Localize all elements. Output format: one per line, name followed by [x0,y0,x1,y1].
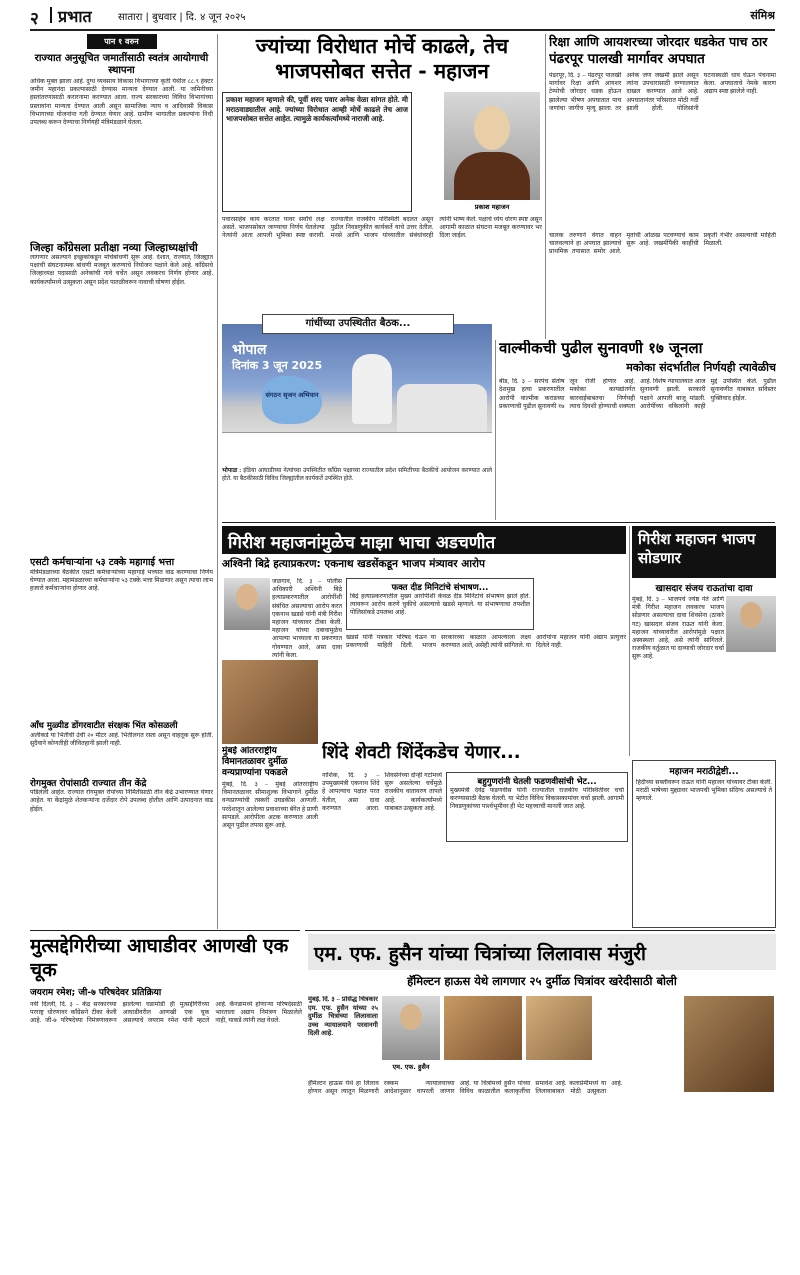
raut-portrait [726,596,776,652]
board-date: दिनांक 3 जून 2025 [232,359,323,372]
accident-story [549,34,776,339]
girish-top-rule [222,522,775,523]
khadse-head [236,584,258,610]
edition-line: सातारा | बुधवार | दि. ४ जून २०२५ [118,12,246,23]
khadse-portrait [224,578,270,630]
lead-story [222,34,542,312]
brand-name: प्रभात [58,7,92,26]
valmik-body: बीड, दि. ३ – सरपंच संतोष देशमुख हत्या प्रकरणातील आरोपी वाल्मीक कराडच्या प्रकरणाची पुढील सुनावणी १७ जून रोजी होणार आहे. मकोका कायद्यांतर्गत कारवाईबाबतचा निर्णयही त्याच दिवशी होण्याची शक्यता आहे. विशेष न्यायालयात आज सुनावणी झाली. सरकारी पक्षाने आपली बाजू मांडली. आरोपींच्या वकिलांनी काही मुद्दे उपस्थित केले. पुढील सुनावणीत याबाबत सविस्तर युक्तिवाद होईल. [499,378,776,410]
hussain-top-rule [305,930,775,931]
shinde-headline: शिंदे शेवटी शिंदेंकडेच येणार... [322,742,521,763]
hussain-painting-2 [526,996,592,1060]
hussain-body: हॅमिल्टन हाऊस येथे हा लिलाव होणार असून त्यातून मिळणारी रक्कम न्यायालयाच्या आदेशानुसार वापरली जाणार आहे. या चित्रांमध्ये हुसैन यांच्या विविध काळातील कलाकृतींचा समावेश आहे. कलाप्रेमींमध्ये या लिलावाबाबत मोठी उत्सुकता आहे. [308,1080,623,1096]
shinde-box-body: मुख्यमंत्री देवेंद्र फडणवीस यांनी राज्यातील राजकीय परिस्थितीवर चर्चा करण्यासाठी बैठक घेतली. या भेटीत विविध विकासकामांवर चर्चा झाली. आगामी निवडणुकांच्या पार्श्वभूमीवर ही भेट महत्त्वाची मानली जात आहे. [450,787,624,811]
hussain-highlight: मुंबई, दि. ३ – प्रसिद्ध चित्रकार एम. एफ. हुसैन यांच्या २५ दुर्मीळ चित्रांच्या लिलावाला उच्च न्यायालयाने परवानगी दिली आहे. [308,996,378,1038]
accident-body: पंढरपूर, दि. ३ – पंढरपूर पालखी मार्गावर रिक्षा आणि आयशर टेम्पोची जोरदार धडक होऊन झालेल्या भीषण अपघातात पाच जणांचा जागीच मृत्यू झाला. तर अनेक जण जखमी झाले असून त्यांना उपचारासाठी रुग्णालयात दाखल करण्यात आले आहे. अपघातानंतर परिसरात मोठी गर्दी झाली होती. पोलिसांनी घटनास्थळी धाव घेऊन पंचनामा केला. अपघाताचे नेमके कारण अद्याप स्पष्ट झालेले नाही. [549,72,776,112]
meeting-caption [222,467,492,483]
girish-banner: गिरीश महाजनांमुळेच माझा भाचा अडचणीत [222,526,626,554]
accident-headline: रिक्षा आणि आयशरच्या जोरदार धडकेत पाच ठार [549,34,768,49]
raut-body: मुंबई, दि. ३ – भाजपचे ज्येष्ठ नेते आणि मंत्री गिरीश महाजन लवकरच भाजप सोडणार असल्याचा दावा शिवसेना (ठाकरे गट) खासदार संजय राऊत यांनी केला. महाजन यांच्यावरील आरोपांमुळे पक्षात अस्वस्थता आहे, असे त्यांनी सांगितले. राजकीय वर्तुळात या दाव्याची जोरदार चर्चा सुरू आहे. [632,596,724,661]
story-body-st-da: मंत्रिमंडळाच्या बैठकीत एसटी कर्मचाऱ्यांच्या महागाई भत्त्यात वाढ करण्याचा निर्णय घेण्यात आला. महामंडळाच्या कर्मचाऱ्यांना ५३ टक्के भत्ता मिळणार असून त्याचा लाभ हजारो कर्मचाऱ्यांना होणार आहे. [30,568,213,593]
story-heading-wall: आँध मुळ्यीड डोंगरवाटीत संरक्षक भिंत कोसळली [30,720,178,731]
hussain-banner: एम. एफ. हुसैन यांच्या चित्रांच्या लिलावास मंजुरी [308,934,776,970]
board-title: भोपाल [232,342,267,358]
meeting-photo-block [222,314,492,500]
raut-box [632,760,776,928]
call-box-title: फक्त दीड मिनिटांचे संभाषण... [350,582,530,593]
col-divider-1 [217,34,218,929]
hussain-portrait-caption: एम. एफ. हुसैन [392,1063,430,1071]
accident-body-2: चालक तरुणाने वेगात वाहन चालवल्याने हा अपघात झाल्याचे प्राथमिक तपासात समोर आले. मृतांची ओळख पटवण्याचे काम सुरू आहे. जखमींपैकी काहींची प्रकृती गंभीर असल्याची माहिती मिळाली. [549,232,776,256]
girish-body-2: खडसे यांनी पत्रकार परिषद घेऊन या प्रकरणाची माहिती दिली. भाजप सरकारच्या काळात आपल्याला लक्ष्य करण्यात आले, असेही त्यांनी सांगितले. या आरोपांना महाजन यांनी अद्याप प्रत्युत्तर दिलेले नाही. [346,634,626,650]
caption-text: इंडिया आघाडीच्या नेत्यांच्या उपस्थितीत काँग्रेस पक्षाच्या राज्यातील प्रदेश समितीच्या बैठकीचे आयोजन करण्यात आले होते. या बैठकीसाठी विविध जिल्ह्यांतील कार्यकर्ते उपस्थित होते. [222,468,492,482]
lead-intro-text: प्रकाश महाजन म्हणाले की, पूर्वी शरद पवार अनेक वेळा सांगत होते. मी मराठवाड्यातील आहे. ज्यांच्या विरोधात आम्ही मोर्चे काढले तेच आज भाजपसोबत सत्तेत आहेत. त्यामुळे कार्यकर्त्यांमध्ये नाराजी आहे. [226,96,408,123]
airport-story [222,746,318,928]
raut-story [632,526,776,758]
meeting-banner: गांधींच्या उपस्थितीत बैठक... [262,314,454,334]
raut-box-body: हिंदीच्या सक्तीवरून राऊत यांनी महाजन यांच्यावर टीका केली. मराठी भाषेच्या मुद्द्यावर भाजपची भूमिका संदिग्ध असल्याचे ते म्हणाले. [636,779,772,803]
left-column [30,34,213,930]
airport-headline: मुंबई आंतरराष्ट्रीय विमानतळावर दुर्मीळ वन्यप्राण्यांना पकडले [222,746,288,778]
header-rule [30,29,775,31]
continued-tag: पान १ वरुन [87,34,157,49]
seated-figures [397,384,487,434]
airport-body: मुंबई, दि. ३ – मुंबई आंतरराष्ट्रीय विमानतळावर सीमाशुल्क विभागाने दुर्मीळ वन्यप्राण्यांची तस्करी उघडकीस आणली. परदेशातून आलेल्या प्रवाशाच्या बॅगेत हे प्राणी सापडले. आरोपीला अटक करण्यात आली असून पुढील तपास सुरू आहे. [222,781,318,830]
shinde-box-title: बहुगुणरांनी घेतली फडणवीसांची भेट... [477,777,597,787]
story-heading-commission: राज्यात अनुसूचित जमातींसाठी स्वतंत्र आयोगाची स्थापना [34,53,209,76]
lead-intro-box [222,92,412,212]
story-body-commission: अधिक मुक्त झाला आहे. दुग्ध व्यवसाय विकास विभागाच्या कृती येथील ८८.९ हेक्टर जमीन महानंदा प्रकल्पासाठी देण्यास मान्यता देण्यात आली. या जमिनीच्या हस्तांतरणासाठी करारनामा करण्यात आला. राज्य सरकारच्या विविध विभागांच्या प्रस्तावांना मान्यता देण्यात आली असून सामाजिक न्याय व आदिवासी विकास विभागाच्या योजनांना गती देण्यात येणार आहे. ग्रामीण भागातील प्रकल्पांना निधी उपलब्ध करून देण्याचा निर्णयही मंत्रिमंडळाने घेतला. [30,78,213,127]
edition-day: बुधवार [152,12,177,23]
edition-name: सातारा [118,12,143,23]
valmik-story [499,340,776,520]
girish-subheadline: अश्विनी बिद्रे हत्याप्रकरण: एकनाथ खडसेंकडून भाजप मंत्र्यावर आरोप [222,558,485,570]
col-divider-2 [545,34,546,339]
story-heading-st-da: एसटी कर्मचाऱ्यांना ५३ टक्के महागाई भत्ता [30,557,175,569]
page-number: २ [30,9,39,26]
story-body-congress: लागणार असल्याने इच्छुकांकडून मोर्चेबांधणी सुरू आहे. देशात, राज्यात, जिल्ह्यात पक्षाची संघटनात्मक बांधणी मजबूत करण्याचे नियोजन पक्षाने केले आहे. काँग्रेसचे जिल्हाध्यक्ष पदासाठी अनेकांची नावे चर्चेत असून लवकरच निर्णय होणार आहे. कार्यकर्त्यांमध्ये उत्सुकता असून प्रदेश पातळीवरून नावाची घोषणा होईल. [30,254,213,286]
meeting-table [222,432,492,464]
shinde-body: नाशिक, दि. ३ – उपमुख्यमंत्री एकनाथ शिंदे हे आपल्याच पक्षात परत येतील, असा दावा करण्यात आला. शिवसेनेच्या दोन्ही गटांमध्ये सुरू असलेल्या चर्चेमुळे राजकीय वातावरण तापले आहे. कार्यकर्त्यांमध्ये याबाबत उत्सुकता आहे. [322,772,442,812]
diplomacy-story [30,934,302,1269]
portrait-body [454,152,530,200]
board-map-label: संगठन सृजन अभियान [265,391,319,399]
section-name: संमिश्र [750,9,775,22]
girish-body: जळगाव, दि. ३ – पोलीस अधिकारी अश्विनी बिद्रे हत्याप्रकरणातील आरोपींशी संबंधित असल्याचा आरोप करत एकनाथ खडसे यांनी मंत्री गिरीश महाजन यांच्यावर टीका केली. महाजन यांच्या दबावामुळेच आपल्या भाच्याला या प्रकरणात गोवण्यात आले, असा दावा त्यांनी केला. [272,578,342,659]
animal-photo [222,660,318,744]
speaker-figure [352,354,392,424]
left-bottom-rule [30,930,300,931]
story-heading-nursery: रोगमुक्त रोपांसाठी राज्यात तीन केंद्रे [30,778,147,789]
hussain-portrait [382,996,440,1060]
hussain-subheadline: हॅमिल्टन हाऊस येथे लागणार २५ दुर्मीळ चित्रांवर खरेदीसाठी बोली [407,974,677,988]
raut-head [740,602,762,628]
mahajan-portrait [444,92,540,200]
diplomacy-byline: जयराम रमेश; जी-७ परिषदेवर प्रतिक्रिया [30,988,162,998]
diplomacy-heading: मुत्सद्देगिरीच्या आघाडीवर आणखी एक चूक [30,935,289,981]
story-heading-congress: जिल्हा काँग्रेसला प्रतीक्षा नव्या जिल्हाध्यक्षांची [30,242,198,254]
shinde-story [322,742,628,928]
valmik-headline: वाल्मीकची पुढील सुनावणी १७ जूनला [499,340,703,357]
raut-box-title: महाजन मराठीद्वेष्टी... [669,767,739,777]
hussain-painting-1 [444,996,522,1060]
story-body-wall: अलीकडे या भिंतीची उंची २० मीटर आहे. भिंतीलगत रस्ता असून वाहतूक सुरू होती. सुदैवाने कोणतीही जीवितहानी झाली नाही. [30,731,213,747]
lead-body: पवारसाहेब काय करतात यावर सर्वांचे लक्ष असते. भाजपसोबत जाण्याचा निर्णय घेतलेल्या नेत्यांनी आता आपली भूमिका स्पष्ट करावी. राज्यातील राजकीय परिस्थिती बदलत असून पुढील निवडणुकीत कार्यकर्ते याचे उत्तर देतील. मनसे आणि भाजप यांच्यातील संबंधांवरही त्यांनी भाष्य केले. पक्षाचे ध्येय धोरण स्पष्ट असून आगामी काळात संघटना मजबूत करण्यावर भर दिला जाईल. [222,216,542,240]
portrait-head [474,106,510,150]
caption-place: भोपाळ : [222,468,242,474]
raut-banner: गिरीश महाजन भाजप सोडणार [632,526,776,578]
edition-date: दि. ४ जून २०२५ [185,12,246,23]
col-divider-3 [495,340,496,520]
board-map [262,376,322,424]
col-divider-4 [629,526,630,756]
girish-call-box [346,578,534,630]
lead-headline: ज्यांच्या विरोधात मोर्चे काढले, तेच भाजपसोबत सत्तेत - महाजन [255,34,509,83]
story-body-nursery: पडिलेली आहेत. राज्यात रोगमुक्त रोपांच्या निर्मितीसाठी तीन केंद्रे उभारण्यात येणार आहेत. या केंद्रांमुळे शेतकऱ्यांना दर्जेदार रोपे उपलब्ध होतील आणि उत्पादनात वाढ होईल. [30,789,213,813]
valmik-subheadline: मकोका संदर्भातील निर्णयही त्यावेळीच [626,361,776,375]
masthead [30,6,775,26]
shinde-box [446,772,628,842]
hussain-head [400,1004,422,1030]
hussain-painting-3 [684,996,774,1092]
hussain-story [308,934,776,1269]
meeting-photo [222,324,492,464]
call-box-body: बिद्रे हत्याप्रकरणातील मुख्य आरोपीशी केवळ दीड मिनिटांचे संभाषण झाले होते. त्यावरून आरोप करणे चुकीचे असल्याचे खडसे म्हणाले. या संभाषणाचा तपशील पोलिसांकडे उपलब्ध आहे. [350,593,530,617]
raut-byline: खासदार संजय राऊतांचा दावा [655,584,753,594]
diplomacy-body: नवी दिल्ली, दि. ३ – केंद्र सरकारच्या परराष्ट्र धोरणावर काँग्रेसने टीका केली आहे. जी-७ परिषदेच्या निमंत्रणावरून झालेल्या घडामोडी ही मुत्सद्देगिरीच्या आघाडीवरील आणखी एक चूक असल्याचे जयराम रमेश यांनी म्हटले आहे. कॅनडामध्ये होणाऱ्या परिषदेसाठी भारताला अद्याप निमंत्रण मिळालेले नाही, याकडे त्यांनी लक्ष वेधले. [30,1001,302,1025]
lead-portrait-caption: प्रकाश महाजन [474,203,510,211]
pipe-divider [50,7,52,23]
accident-headline-2: पंढरपूर पालखी मार्गावर अपघात [549,51,705,67]
